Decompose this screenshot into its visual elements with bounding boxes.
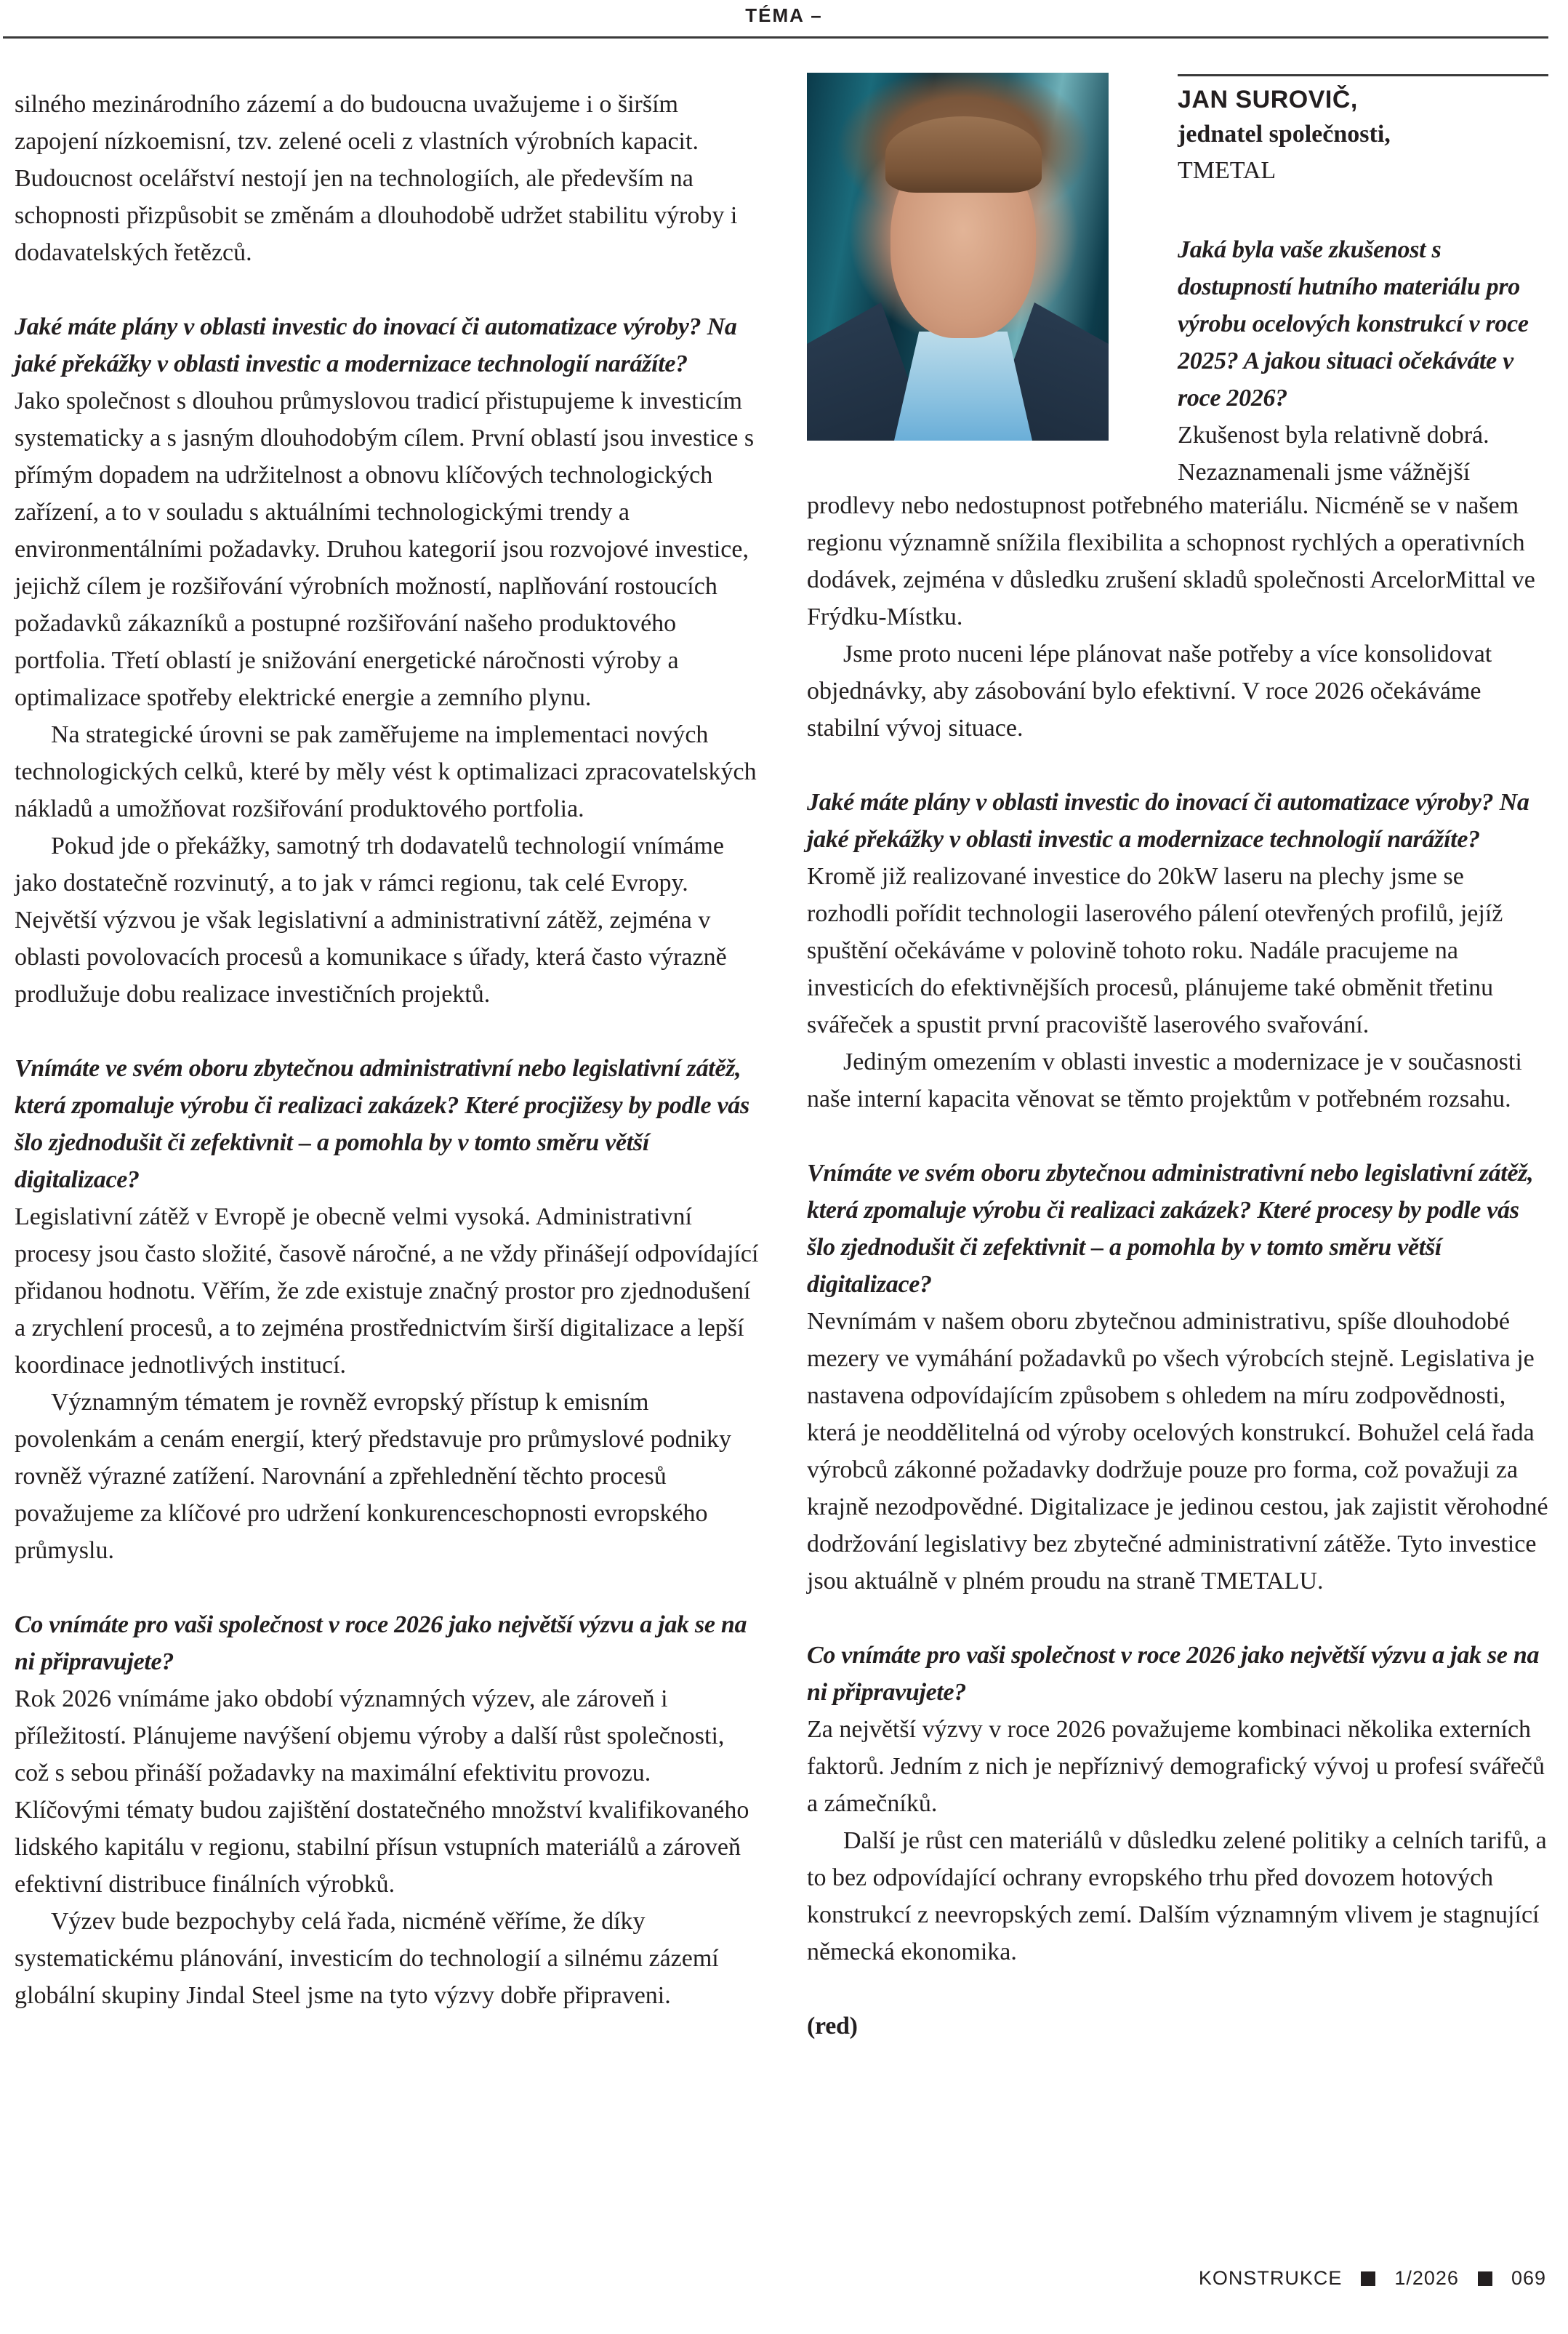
photo-shirt <box>894 332 1032 441</box>
answer-paragraph: Jsme proto nuceni lépe plánovat naše potřeby a více konsolidovat objednávky, aby zásobování bylo efektivní. V roce 2026 očekáváme stabilní vývoj situace. <box>807 641 1492 742</box>
square-bullet-icon <box>1361 2271 1375 2286</box>
issue-number: 1/2026 <box>1394 2267 1459 2289</box>
photo-hair <box>885 116 1042 193</box>
answer-paragraph: Za největší výzvy v roce 2026 považujeme kombinaci několika externích faktorů. Jedním z nich je nepříznivý demografický vývoj u profesí svářečů a zámečníků. <box>807 1716 1545 1817</box>
answer-paragraph: Kromě již realizované investice do 20kW laseru na plechy jsme se rozhodli pořídit technologii laserového pálení otevřených profilů, jejíž spuštění očekáváme v polovině tohoto roku. Nadále pracujeme na investicích do efektivnějších procesů, plánujeme také obměnit třetinu svářeček a spustit první pracoviště laserového svařování. <box>807 863 1503 1038</box>
answer-paragraph: Nevnímám v našem oboru zbytečnou administrativu, spíše dlouhodobé mezery ve vymáhání požadavků po všech výrobcích stejně. Legislativa je nastavena odpovídajícím způsobem s ohledem na míru zodpovědnosti, která je neoddělitelná od výroby ocelových konstrukcí. Bohužel celá řada výrobců zákonné požadavky dodržuje pouze pro forma, což považuji za krajně nezodpovědné. Digitalizace je jedinou cestou, jak zajistit věrohodné dodržování legislativy bez zbytečné administrativní zátěže. Tyto investice jsou aktuálně v plném proudu na straně TMETALU. <box>807 1308 1548 1595</box>
answer-paragraph: Jako společnost s dlouhou průmyslovou tradicí přistupujeme k investicím systematicky a s jasným dlouhodobým cílem. První oblastí jsou investice s přímým dopadem na udržitelnost a obnovu klíčových technologických zařízení, a to v souladu s aktuálními technologickými trendy a environmentálními požadavky. Druhou kategorií jsou rozvojové investice, jejichž cílem je rozšiřování výrobních možností, naplňování rostoucích požadavků zákazníků a postupné rozšiřování našeho produktového portfolia. Třetí oblastí je snižování energetické náročnosti výroby a optimalizace spotřeby elektrické energie a zemního plynu. <box>15 388 755 711</box>
square-bullet-icon <box>1478 2271 1492 2286</box>
question-heading: Vnímáte ve svém oboru zbytečnou administrativní nebo legislativní zátěž, která zpomaluje výrobu či realizaci zakázek? Které procjižesy by podle vás šlo zjednodušit či zefektivnit – a pomohla by v tomto směru větší digitalizace? <box>15 1055 749 1193</box>
magazine-name: KONSTRUKCE <box>1198 2267 1343 2289</box>
question-heading: Co vnímáte pro vaši společnost v roce 2026 jako největší výzvu a jak se na ni připravujete? <box>807 1642 1540 1706</box>
answer-paragraph: Výzev bude bezpochyby celá řada, nicméně věříme, že díky systematickému plánování, investicím do technologií a silnému zázemí globální skupiny Jindal Steel jsme na tyto výzvy dobře připraveni. <box>15 1908 719 2009</box>
answer-paragraph: Pokud jde o překážky, samotný trh dodavatelů technologií vnímáme jako dostatečně rozvinutý, a to jak v rámci regionu, tak celé Evropy. Největší výzvou je však legislativní a administrativní zátěž, zejména v oblasti povolovacích procesů a komunikace s úřady, která často výrazně prodlužuje dobu realizace investičních projektů. <box>15 833 727 1008</box>
caption-divider <box>1178 74 1548 76</box>
answer-paragraph: prodlevy nebo nedostupnost potřebného materiálu. Nicméně se v našem regionu významně snížila flexibilita a schopnost rychlých a operativních dodávek, zejména v důsledku zrušení skladů společnosti ArcelorMittal ve Frýdku-Místku. <box>807 492 1535 630</box>
running-head: TÉMA – <box>745 4 823 26</box>
question-heading: Jaká byla vaše zkušenost s dostupností hutního materiálu pro výrobu ocelových konstrukcí v roce 2025? A jakou situaci očekáváte v roce 2026? <box>1178 236 1529 412</box>
answer-paragraph: Další je růst cen materiálů v důsledku zelené politiky a celních tarifů, a to bez odpovídající ochrany evropského trhu před dovozem hotových konstrukcí z neevropských zemí. Dalším významným vlivem je stagnující německá ekonomika. <box>807 1827 1547 1965</box>
interviewee-role: jednatel společnosti, <box>1178 121 1391 148</box>
answer-paragraph-start: Zkušenost byla relativně dobrá. Nezaznamenali jsme vážnější <box>1178 422 1489 486</box>
answer-paragraph: Významným tématem je rovněž evropský přístup k emisním povolenkám a cenám energií, který představuje pro průmyslové podniky rovněž výrazné zatížení. Narovnání a zpřehlednění těchto procesů považujeme za klíčové pro udržení konkurenceschopnosti evropského průmyslu. <box>15 1389 732 1564</box>
answer-paragraph: Na strategické úrovni se pak zaměřujeme na implementaci nových technologických celků, které by měly vést k optimalizaci zpracovatelských nákladů a umožňovat rozšiřování produktového portfolia. <box>15 721 757 822</box>
left-column <box>15 86 760 2014</box>
author-signature: (red) <box>807 2013 858 2040</box>
right-column-top <box>1178 231 1552 491</box>
answer-paragraph: Rok 2026 vnímáme jako období významných výzev, ale zároveň i příležitostí. Plánujeme navýšení objemu výroby a další růst společnosti, což s sebou přináší požadavky na maximální efektivitu provozu. Klíčovými tématy budou zajištění dostatečného množství kvalifikovaného lidského kapitálu v regionu, stabilní přísun vstupních materiálů a zároveň efektivní distribuce finálních výrobků. <box>15 1685 749 1898</box>
question-heading: Vnímáte ve svém oboru zbytečnou administrativní nebo legislativní zátěž, která zpomaluje výrobu či realizaci zakázek? Které procesy by podle vás šlo zjednodušit či zefektivnit – a pomohla by v tomto směru větší digitalizace? <box>807 1160 1534 1298</box>
intro-paragraph: silného mezinárodního zázemí a do budoucna uvažujeme i o širším zapojení nízkoemisní, tzv. zelené oceli z vlastních výrobních kapacit. Budoucnost ocelářství nestojí jen na technologiích, ale především na schopnosti přizpůsobit se změnám a dlouhodobě udržet stabilitu výroby i dodavatelských řetězců. <box>15 91 738 266</box>
question-heading: Co vnímáte pro vaši společnost v roce 2026 jako největší výzvu a jak se na ni připravujete? <box>15 1611 747 1675</box>
answer-paragraph: Jediným omezením v oblasti investic a modernizace je v současnosti naše interní kapacita věnovat se těmto projektům v potřebném rozsahu. <box>807 1048 1522 1112</box>
page-footer <box>1199 2267 1546 2290</box>
answer-paragraph: Legislativní zátěž v Evropě je obecně velmi vysoká. Administrativní procesy jsou často složité, časově náročné, a ne vždy přinášejí odpovídající přidanou hodnotu. Věřím, že zde existuje značný prostor pro zjednodušení a zrychlení procesů, a to zejména prostřednictvím širší digitalizace a lepší koordinace jednotlivých institucí. <box>15 1203 759 1379</box>
right-column <box>807 487 1552 2045</box>
portrait-photo <box>807 73 1109 441</box>
interviewee-company: TMETAL <box>1178 157 1276 184</box>
page-number: 069 <box>1511 2267 1546 2289</box>
question-heading: Jaké máte plány v oblasti investic do inovací či automatizace výroby? Na jaké překážky v oblasti investic a modernizace technologií narážíte? <box>807 789 1529 853</box>
interviewee-name: JAN SUROVIČ, <box>1178 86 1358 113</box>
header-divider <box>3 36 1548 39</box>
question-heading: Jaké máte plány v oblasti investic do inovací či automatizace výroby? Na jaké překážky v oblasti investic a modernizace technologií narážíte? <box>15 313 737 377</box>
